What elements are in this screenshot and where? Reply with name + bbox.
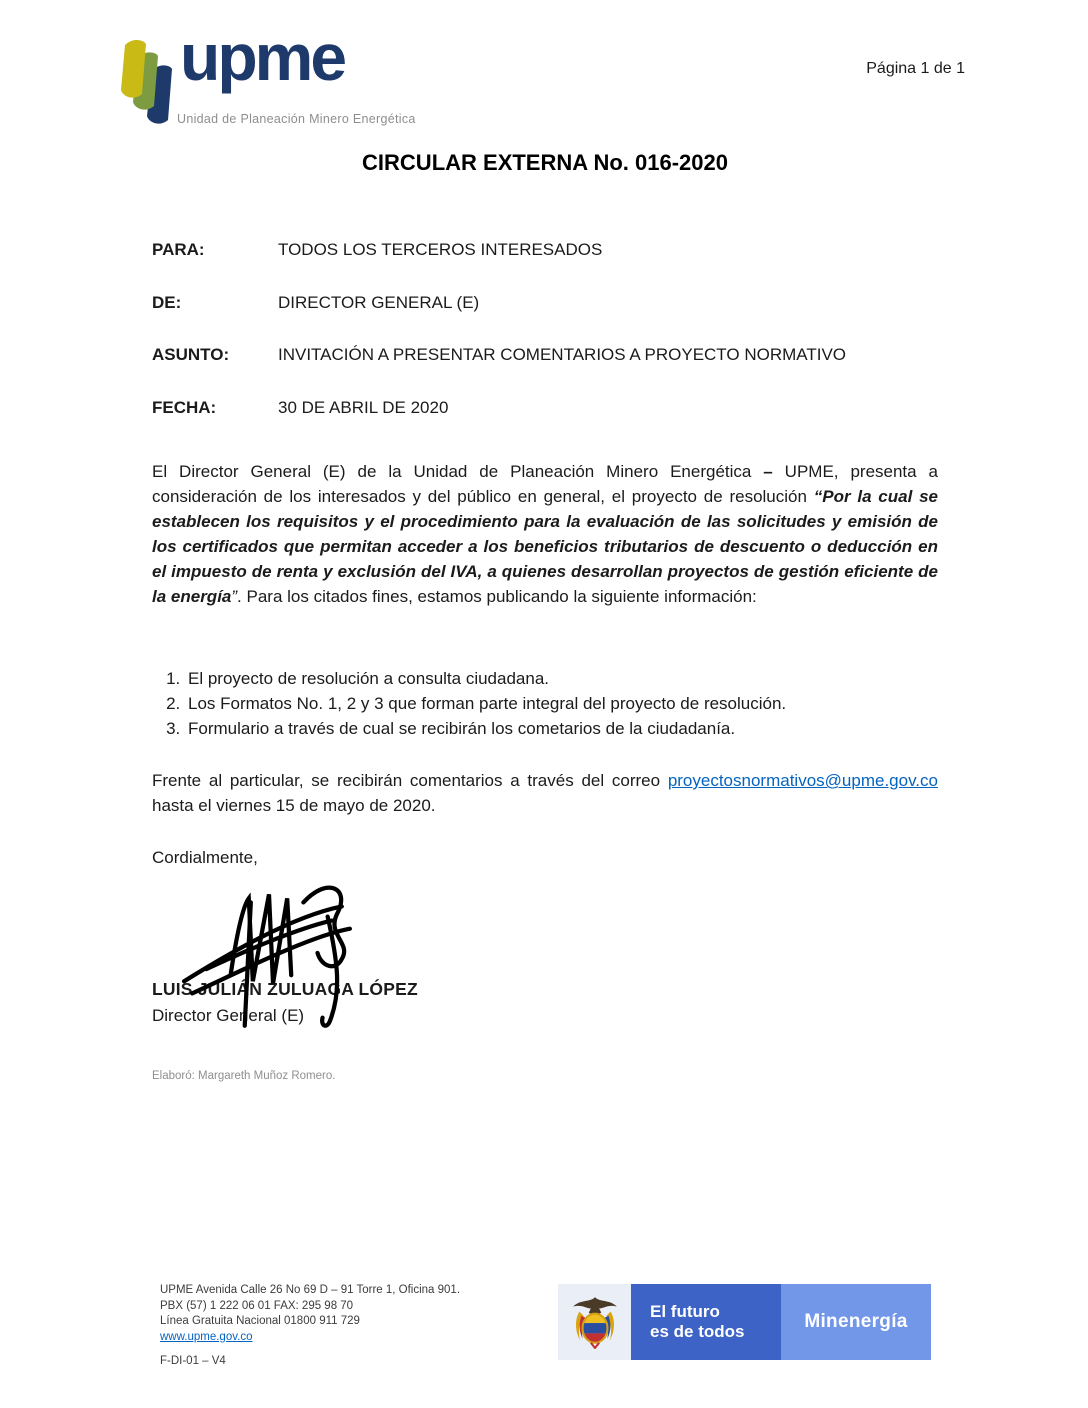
text-segment: ” <box>231 587 238 606</box>
closing-paragraph <box>152 768 938 818</box>
colombia-coat-of-arms-icon <box>570 1295 620 1349</box>
page-indicator: Página 1 de 1 <box>866 60 965 77</box>
salutation: Cordialmente, <box>152 848 258 867</box>
list-item: 3. Formulario a través de cual se recibirán los cometarios de la ciudadanía. <box>185 716 971 741</box>
coat-of-arms-panel <box>558 1284 631 1360</box>
website-link[interactable]: www.upme.gov.co <box>160 1330 253 1343</box>
meta-value: DIRECTOR GENERAL (E) <box>278 292 480 312</box>
meta-value: TODOS LOS TERCEROS INTERESADOS <box>278 240 603 259</box>
meta-row-de <box>152 292 938 313</box>
ministry-label: Minenergía <box>781 1284 931 1360</box>
meta-label: DE: <box>152 292 182 312</box>
published-items-list <box>152 666 971 741</box>
footer-address-line: UPME Avenida Calle 26 No 69 D – 91 Torre 1, Oficina 901. <box>160 1284 461 1296</box>
meta-block <box>152 239 938 449</box>
text-segment: – <box>763 462 773 481</box>
text-segment: . Para los citados fines, estamos publicando la siguiente información: <box>237 587 757 606</box>
meta-label: PARA: <box>152 240 205 259</box>
upme-logo-wordmark: upme <box>180 20 345 94</box>
document-title: CIRCULAR EXTERNA No. 016-2020 <box>362 150 728 175</box>
meta-label: ASUNTO: <box>152 345 230 364</box>
meta-row-para <box>152 239 938 260</box>
text-segment: Frente al particular, se recibirán comentarios a través del correo <box>152 771 668 790</box>
signatory-name: LUIS JULIÁN ZULUAGA LÓPEZ <box>152 979 418 999</box>
slogan-line: es de todos <box>650 1322 745 1341</box>
meta-value: 30 DE ABRIL DE 2020 <box>278 397 449 417</box>
footer-address-line: PBX (57) 1 222 06 01 FAX: 295 98 70 <box>160 1299 354 1312</box>
text-segment: hasta el viernes 15 de mayo de 2020. <box>152 796 436 815</box>
meta-row-asunto <box>152 344 938 365</box>
upme-logo-icon <box>118 36 184 130</box>
text-segment: “Por la cual se establecen los requisitos y el procedimiento para la evaluación de las solicitudes y emisión de los certificados que permitan acceder a los beneficios tributarios de descuento o deducción en el impuesto de renta y exclusión del IVA, a quienes desarrollan proyectos de gestión eficiente de la energía <box>152 487 938 606</box>
government-banner <box>558 1284 931 1360</box>
signatory-role: Director General (E) <box>152 1006 305 1025</box>
text-segment: El Director General (E) de la Unidad de Planeación Minero Energética <box>152 462 764 481</box>
list-item: 2. Los Formatos No. 1, 2 y 3 que forman parte integral del proyecto de resolución. <box>185 691 971 716</box>
list-item: 1. El proyecto de resolución a consulta ciudadana. <box>185 666 971 691</box>
intro-paragraph <box>152 459 938 609</box>
slogan-panel <box>631 1284 781 1360</box>
footer-contact-block <box>160 1283 460 1370</box>
upme-logo-tagline: Unidad de Planeación Minero Energética <box>177 112 416 126</box>
form-code: F-DI-01 – V4 <box>160 1355 226 1367</box>
meta-row-fecha <box>152 397 938 418</box>
email-link[interactable]: proyectosnormativos@upme.gov.co <box>667 771 938 790</box>
meta-label: FECHA: <box>152 397 217 417</box>
meta-value: INVITACIÓN A PRESENTAR COMENTARIOS A PROYECTO NORMATIVO <box>278 345 847 364</box>
footer-address-line: Línea Gratuita Nacional 01800 911 729 <box>160 1315 360 1327</box>
slogan-line: El futuro <box>650 1302 720 1321</box>
text-segment: UPME, presenta a consideración de los interesados y del público en general, el proyecto de resolución <box>152 462 938 506</box>
prepared-by-note: Elaboró: Margareth Muñoz Romero. <box>152 1070 336 1082</box>
